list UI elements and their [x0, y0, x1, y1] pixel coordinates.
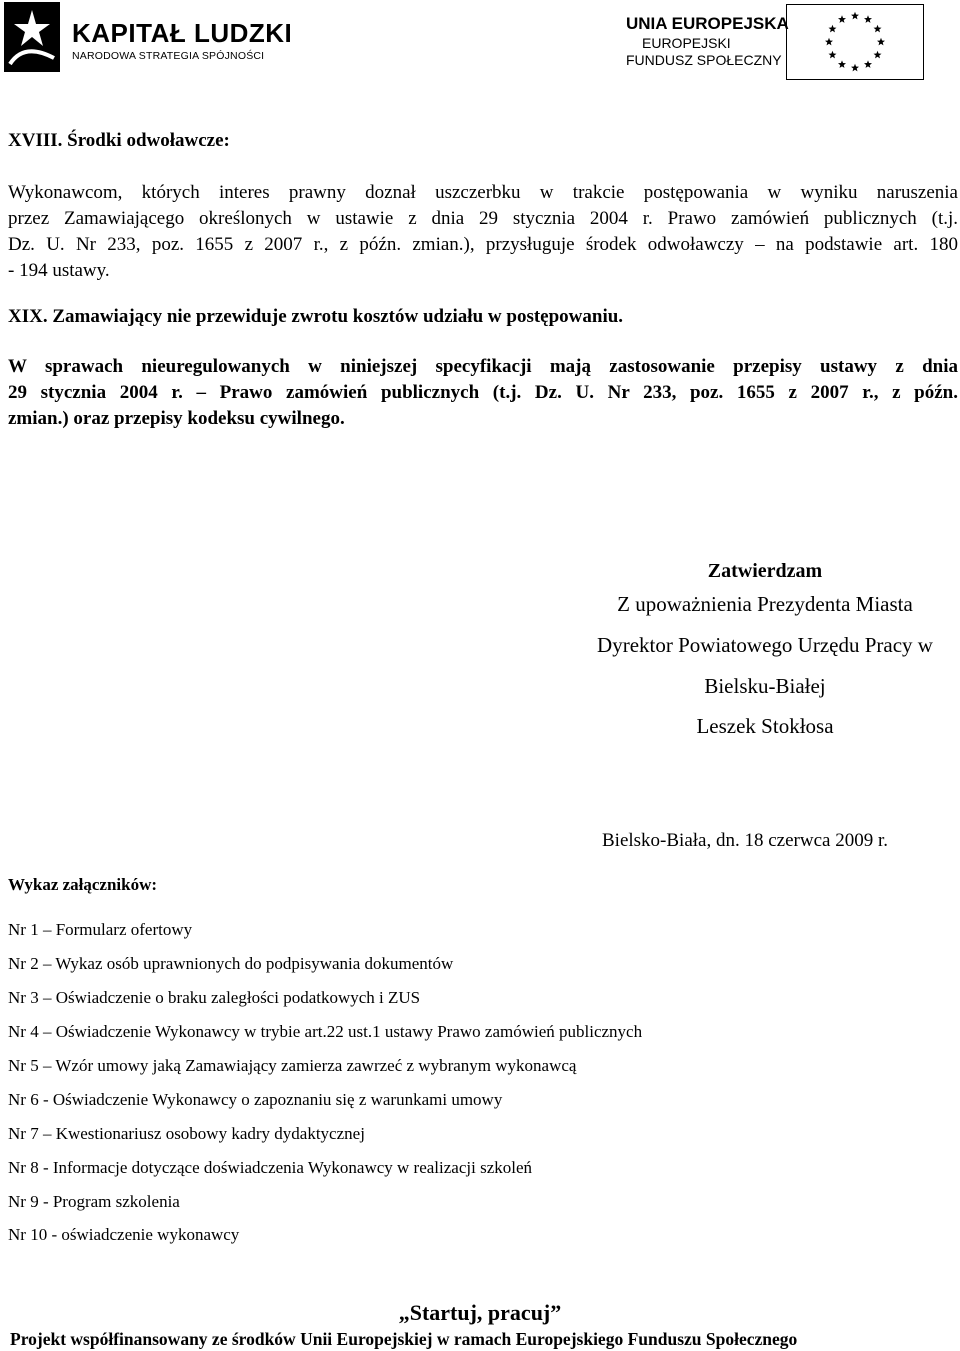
approval-line-2: Dyrektor Powiatowego Urzędu Pracy w	[597, 633, 933, 657]
approval-title: Zatwierdzam	[707, 560, 823, 582]
section-19-line: W sprawach nieuregulowanych w niniejszej specyfikacji mają zastosowanie przepisy ustawy z dnia	[8, 356, 958, 377]
approval-signatory: Leszek Stokłosa	[696, 714, 834, 738]
eu-star-icon	[838, 15, 846, 23]
eu-logo-line3: FUNDUSZ SPOŁECZNY	[626, 52, 782, 68]
eu-logo-line2: EUROPEJSKI	[642, 35, 731, 51]
eu-star-icon	[828, 25, 836, 33]
attachment-item: Nr 2 – Wykaz osób uprawnionych do podpisywania dokumentów	[8, 954, 454, 973]
section-18-line: - 194 ustawy.	[8, 260, 110, 281]
attachment-item: Nr 7 – Kwestionariusz osobowy kadry dydaktycznej	[8, 1124, 365, 1143]
attachment-item: Nr 4 – Oświadczenie Wykonawcy w trybie art.22 ust.1 ustawy Prawo zamówień publicznych	[8, 1022, 643, 1041]
eu-flag-icon	[786, 4, 924, 80]
attachment-item: Nr 8 - Informacje dotyczące doświadczenia Wykonawcy w realizacji szkoleń	[8, 1158, 533, 1177]
eu-star-icon	[874, 25, 882, 33]
eu-star-icon	[864, 15, 872, 23]
section-19-body	[8, 354, 958, 432]
section-19-line: 29 stycznia 2004 r. – Prawo zamówień publicznych (t.j. Dz. U. Nr 233, poz. 1655 z 2007 r., z późn.	[8, 382, 958, 403]
section-18-line: Dz. U. Nr 233, poz. 1655 z 2007 r., z późn. zmian.), przysługuje środek odwoławczy – na podstawie art. 180	[8, 234, 958, 255]
kapital-ludzki-title: KAPITAŁ LUDZKI	[72, 18, 293, 48]
footer-slogan: „Startuj, pracuj”	[398, 1300, 562, 1325]
attachment-item: Nr 5 – Wzór umowy jaką Zamawiający zamierza zawrzeć z wybranym wykonawcą	[8, 1056, 577, 1075]
eu-star-icon	[851, 64, 859, 72]
place-date: Bielsko-Biała, dn. 18 czerwca 2009 r.	[602, 830, 888, 851]
section-18-body	[8, 180, 958, 284]
eu-logo	[626, 4, 926, 80]
attachments-heading: Wykaz załączników:	[8, 875, 158, 894]
eu-star-icon	[825, 38, 833, 46]
approval-line-1: Z upoważnienia Prezydenta Miasta	[617, 592, 913, 616]
section-18-line: Wykonawcom, których interes prawny doznał uszczerbku w trakcie postępowania w wyniku naruszenia	[8, 182, 958, 203]
attachment-item: Nr 10 - oświadczenie wykonawcy	[8, 1225, 240, 1244]
section-19-line: zmian.) oraz przepisy kodeksu cywilnego.	[8, 408, 345, 429]
eu-star-icon	[838, 60, 846, 68]
eu-logo-line1: UNIA EUROPEJSKA	[626, 14, 789, 33]
section-18-line: przez Zamawiającego określonych w ustawie z dnia 29 stycznia 2004 r. Prawo zamówień publicznych (t.j.	[8, 208, 958, 229]
kapital-ludzki-subtitle: NARODOWA STRATEGIA SPÓJNOŚCI	[72, 50, 265, 62]
section-18-heading: XVIII. Środki odwoławcze:	[8, 130, 230, 151]
eu-star-icon	[828, 51, 836, 59]
kapital-ludzki-emblem-icon	[4, 2, 60, 72]
eu-star-icon	[851, 12, 859, 20]
eu-star-icon	[877, 38, 885, 46]
attachment-item: Nr 6 - Oświadczenie Wykonawcy o zapoznaniu się z warunkami umowy	[8, 1090, 503, 1109]
section-19-heading: XIX. Zamawiający nie przewiduje zwrotu kosztów udziału w postępowaniu.	[8, 306, 624, 327]
footer-funding-note: Projekt współfinansowany ze środków Unii Europejskiej w ramach Europejskiego Funduszu Społecznego	[10, 1329, 798, 1349]
attachment-item: Nr 1 – Formularz ofertowy	[8, 920, 193, 939]
kapital-ludzki-logo	[4, 2, 293, 72]
approval-line-3: Bielsku-Białej	[704, 674, 826, 698]
attachment-item: Nr 9 - Program szkolenia	[8, 1192, 180, 1211]
eu-star-icon	[874, 51, 882, 59]
attachment-item: Nr 3 – Oświadczenie o braku zaległości podatkowych i ZUS	[8, 988, 421, 1007]
eu-star-icon	[864, 60, 872, 68]
